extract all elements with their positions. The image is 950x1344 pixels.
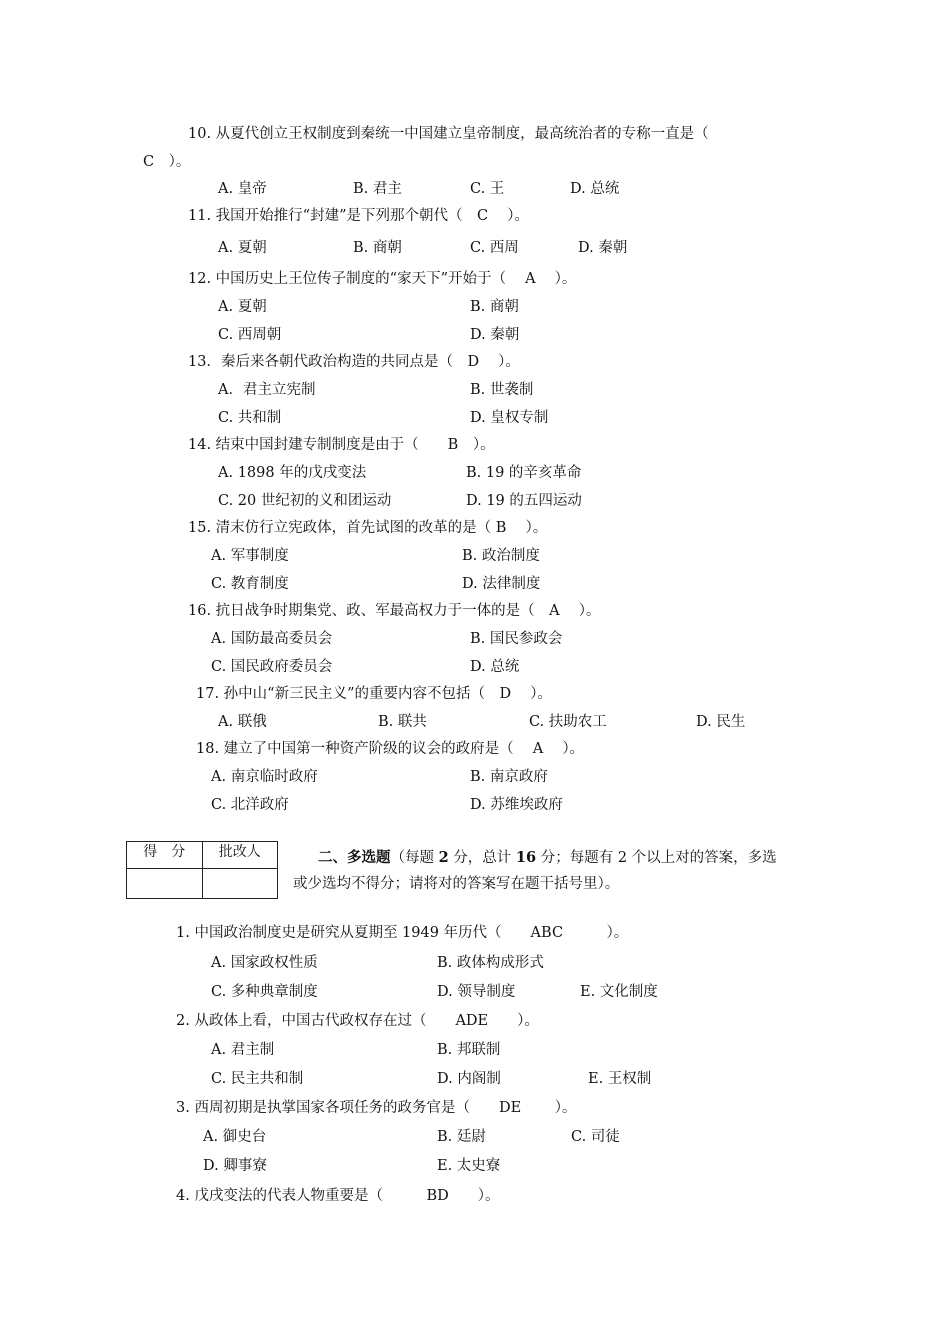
option: A. 联俄 (218, 714, 267, 730)
option: D. 秦朝 (470, 327, 520, 343)
option: D. 民生 (696, 714, 746, 730)
option: B. 世袭制 (470, 382, 534, 398)
option: A. 夏朝 (218, 240, 267, 256)
option: C. 王 (470, 181, 505, 197)
option: B. 联共 (378, 714, 427, 730)
question-14-text: 14. 结束中国封建专制制度是由于（ B ）。 (188, 437, 495, 453)
option: B. 商朝 (470, 299, 519, 315)
question-10-text: 10. 从夏代创立王权制度到秦统一中国建立皇帝制度，最高统治者的专称一直是（ (188, 126, 709, 142)
question-16-text: 16. 抗日战争时期集党、政、军最高权力于一体的是（ A ）。 (188, 603, 601, 619)
question-12-text: 12. 中国历史上王位传子制度的“家天下”开始于（ A ）。 (188, 271, 577, 287)
question-10-text-cont: C ）。 (143, 154, 191, 170)
question-15-text: 15. 清末仿行立宪政体，首先试图的改革的是（ B ）。 (188, 520, 548, 536)
option: D. 秦朝 (578, 240, 628, 256)
section-2-intro-c: 分；每题有 2 个以上对的答案，多选 (536, 850, 777, 866)
option: C. 共和制 (218, 410, 282, 426)
section-2-intro-line2: 或少选均不得分；请将对的答案写在题干括号里）。 (293, 876, 620, 892)
question-17-text: 17. 孙中山“新三民主义”的重要内容不包括（ D ）。 (196, 686, 552, 702)
option: B. 政治制度 (462, 548, 540, 564)
section-2-intro-b: 分，总计 (448, 850, 516, 866)
option: C. 多种典章制度 (211, 984, 318, 1000)
option: C. 民主共和制 (211, 1071, 304, 1087)
option: B. 廷尉 (437, 1129, 486, 1145)
option: D. 法律制度 (462, 576, 541, 592)
multi-question-4-text: 4. 戊戌变法的代表人物重要是（ BD ）。 (176, 1188, 500, 1204)
option: E. 王权制 (588, 1071, 652, 1087)
section-2-total: 16 (515, 849, 537, 866)
question-11-text: 11. 我国开始推行“封建”是下列那个朝代（ C ）。 (188, 208, 529, 224)
option: A. 国家政权性质 (211, 955, 318, 971)
option: D. 卿事寮 (203, 1158, 267, 1174)
option: C. 司徒 (571, 1129, 620, 1145)
option: B. 南京政府 (470, 769, 548, 785)
question-13-text: 13．秦后来各朝代政治构造的共同点是（ D ）。 (188, 354, 520, 370)
option: A. 军事制度 (211, 548, 289, 564)
question-18-text: 18. 建立了中国第一种资产阶级的议会的政府是（ A ）。 (196, 741, 585, 757)
option: D. 内阁制 (437, 1071, 501, 1087)
option: B. 商朝 (353, 240, 402, 256)
section-2-title: 二、多选题 (318, 849, 391, 866)
option: D. 19 的五四运动 (466, 493, 582, 509)
multi-question-2-text: 2. 从政体上看，中国古代政权存在过（ ADE ）。 (176, 1013, 539, 1029)
option: C. 西周朝 (218, 327, 282, 343)
option: D. 总统 (470, 659, 520, 675)
option: C. 教育制度 (211, 576, 289, 592)
section-2-points: 2 (438, 849, 449, 866)
section-2-heading (318, 848, 777, 868)
option: C. 北洋政府 (211, 797, 289, 813)
option: A. 国防最高委员会 (211, 631, 333, 647)
score-header: 得 分 (127, 842, 203, 869)
option: B. 19 的辛亥革命 (466, 465, 582, 481)
option: A. 御史台 (203, 1129, 267, 1145)
multi-question-3-text: 3. 西周初期是执掌国家各项任务的政务官是（ DE ）。 (176, 1100, 577, 1116)
option: D. 苏维埃政府 (470, 797, 563, 813)
option: A. 南京临时政府 (211, 769, 318, 785)
score-table (126, 841, 278, 899)
grader-cell[interactable] (202, 869, 278, 899)
section-2-intro-a: （每题 (390, 850, 439, 866)
option: A．君主立宪制 (218, 382, 316, 398)
option: E. 文化制度 (580, 984, 658, 1000)
option: D. 总统 (570, 181, 620, 197)
option: C. 西周 (470, 240, 519, 256)
option: C. 国民政府委员会 (211, 659, 333, 675)
option: A. 皇帝 (218, 181, 267, 197)
option: A. 1898 年的戊戌变法 (218, 465, 367, 481)
option: E. 太史寮 (437, 1158, 501, 1174)
option: B. 邦联制 (437, 1042, 501, 1058)
option: A. 夏朝 (218, 299, 267, 315)
option: A. 君主制 (211, 1042, 275, 1058)
option: C. 扶助农工 (529, 714, 607, 730)
option: B. 君主 (353, 181, 402, 197)
option: B. 政体构成形式 (437, 955, 544, 971)
option: B. 国民参政会 (470, 631, 563, 647)
option: C. 20 世纪初的义和团运动 (218, 493, 392, 509)
score-cell[interactable] (127, 869, 203, 899)
multi-question-1-text: 1. 中国政治制度史是研究从夏期至 1949 年历代（ ABC ）。 (176, 925, 629, 941)
option: D. 皇权专制 (470, 410, 549, 426)
grader-header: 批改人 (202, 842, 278, 869)
option: D. 领导制度 (437, 984, 516, 1000)
